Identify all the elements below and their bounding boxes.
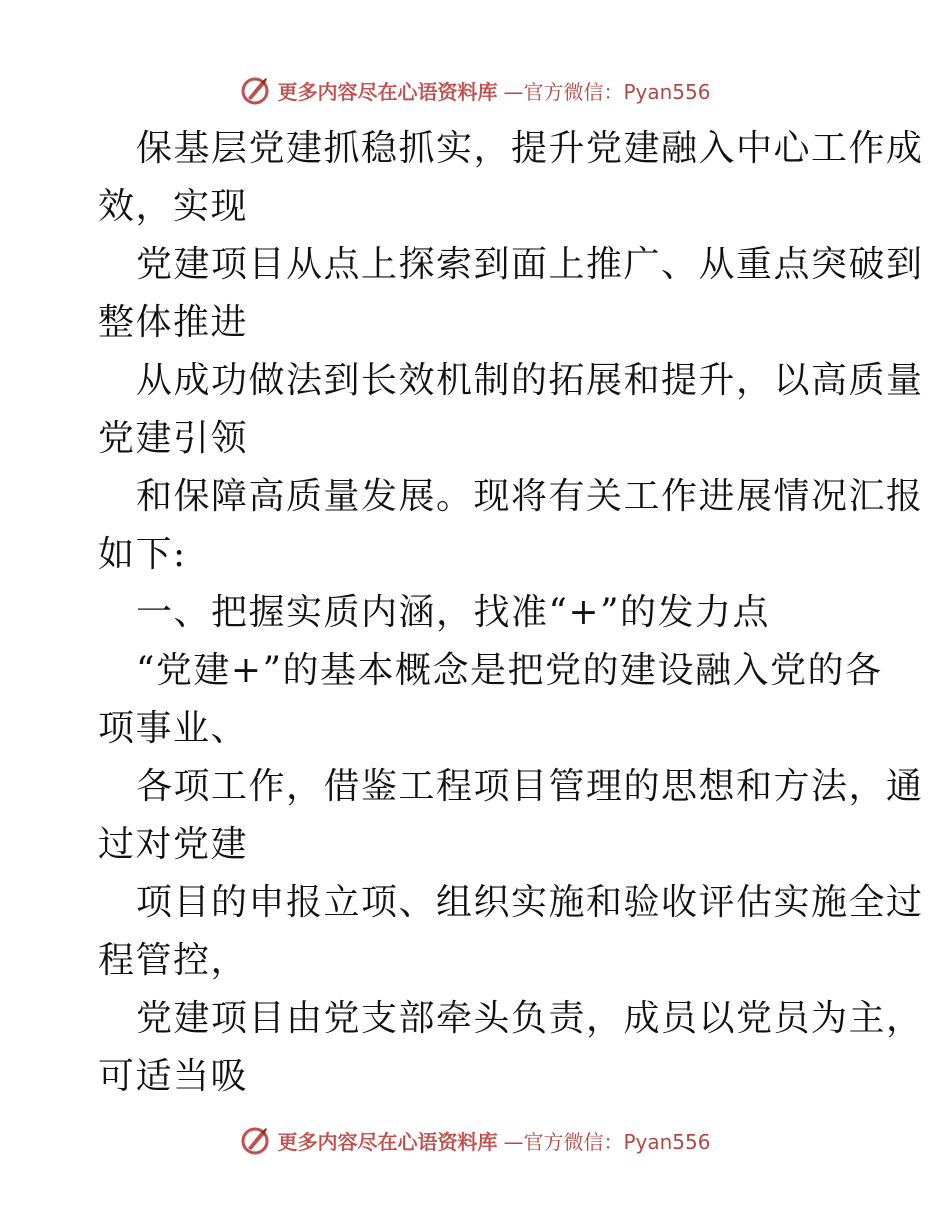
text-line: 项事业、	[98, 708, 249, 749]
text-line: 各项工作，借鉴工程项目管理的思想和方法，通	[136, 766, 924, 807]
text-line: 程管控，	[98, 940, 249, 981]
text-line: 如下:	[98, 534, 187, 575]
text-line: 整体推进	[98, 302, 249, 343]
section-heading: 一、把握实质内涵，找准“+”的发力点	[136, 592, 770, 633]
footer-banner	[0, 1120, 950, 1160]
text-line: 保基层党建抓稳抓实，提升党建融入中心工作成	[136, 128, 924, 169]
banner-brand-text: 更多内容尽在心语资料库	[277, 1129, 498, 1154]
banner-contact-text: —官方微信：Pyan556	[503, 79, 711, 104]
text-line: 党建项目由党支部牵头负责，成员以党员为主，	[136, 998, 924, 1039]
text-line: 党建引领	[98, 418, 249, 459]
text-line: 和保障高质量发展。现将有关工作进展情况汇报	[136, 476, 924, 517]
text-line: 可适当吸	[98, 1056, 249, 1097]
banner-brand-text: 更多内容尽在心语资料库	[277, 79, 498, 104]
text-line: 从成功做法到长效机制的拓展和提升，以高质量	[136, 360, 924, 401]
header-banner	[0, 70, 950, 110]
text-line: 党建项目从点上探索到面上推广、从重点突破到	[136, 244, 924, 285]
text-line: “党建+”的基本概念是把党的建设融入党的各	[136, 650, 883, 691]
quill-logo-icon	[239, 1124, 271, 1156]
text-line: 过对党建	[98, 824, 249, 865]
banner-contact-text: —官方微信：Pyan556	[503, 1129, 711, 1154]
document-body	[98, 120, 924, 1106]
quill-logo-icon	[239, 74, 271, 106]
text-line: 项目的申报立项、组织实施和验收评估实施全过	[136, 882, 924, 923]
text-line: 效，实现	[98, 186, 249, 227]
